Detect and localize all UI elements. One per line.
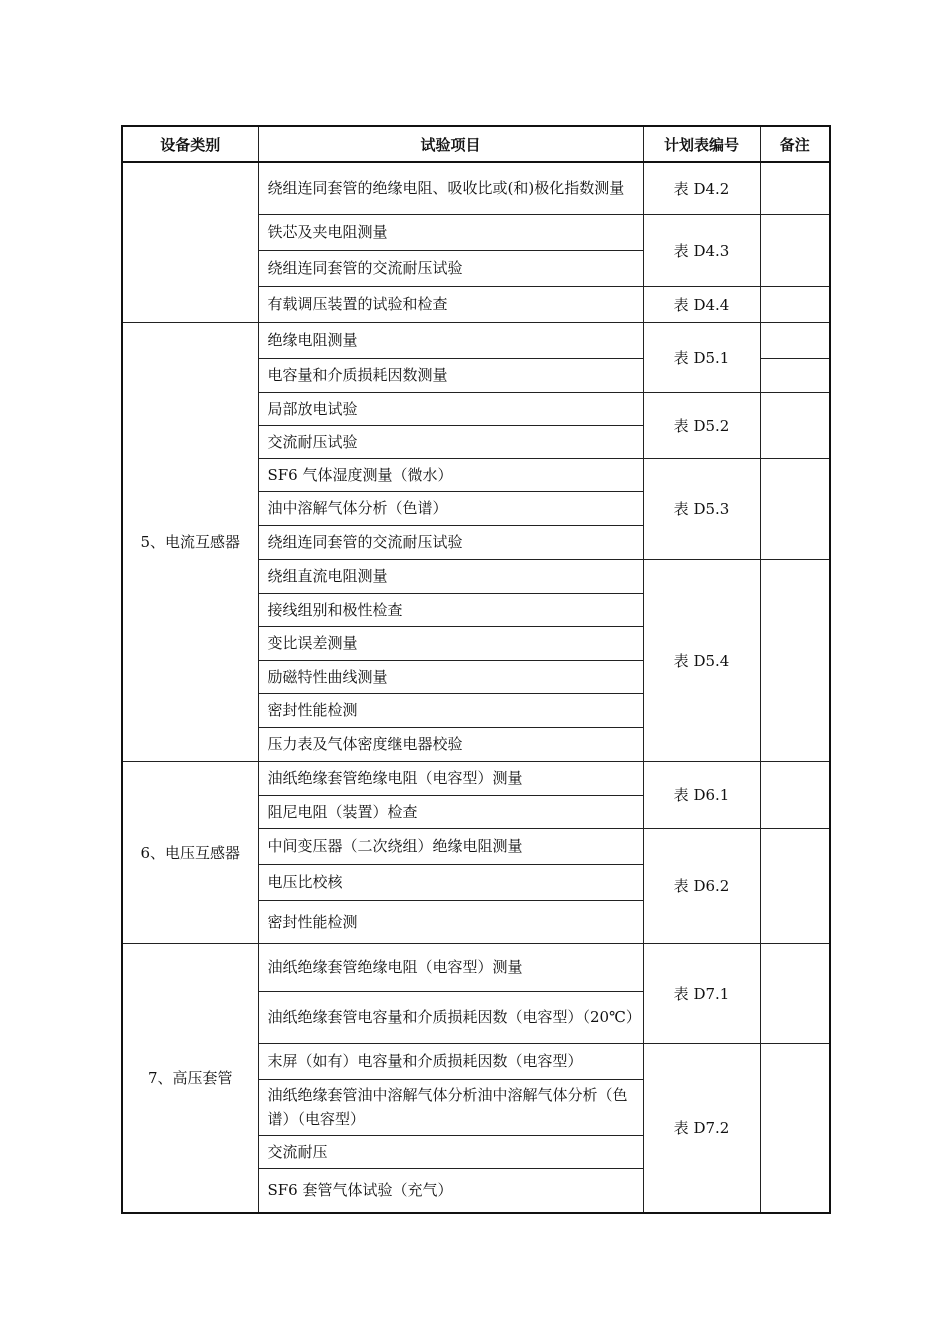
note-cell <box>760 1043 830 1213</box>
header-category: 设备类别 <box>122 126 258 162</box>
note-cell <box>760 458 830 559</box>
test-item-cell: SF6 套管气体试验（充气） <box>258 1168 643 1213</box>
test-item-cell: 有载调压装置的试验和检查 <box>258 286 643 322</box>
category-cell: 7、高压套管 <box>122 943 258 1213</box>
plan-code-cell: 表 D5.2 <box>643 392 760 458</box>
test-plan-table <box>121 125 831 1214</box>
note-cell <box>760 943 830 1043</box>
category-cell <box>122 162 258 322</box>
plan-code-cell: 表 D7.1 <box>643 943 760 1043</box>
plan-code-cell: 表 D6.1 <box>643 761 760 828</box>
table-row <box>122 162 830 214</box>
header-code: 计划表编号 <box>643 126 760 162</box>
table-row <box>122 943 830 991</box>
test-item-cell: 电容量和介质损耗因数测量 <box>258 358 643 392</box>
test-item-cell: SF6 气体湿度测量（微水） <box>258 458 643 491</box>
test-item-cell: 绕组直流电阻测量 <box>258 559 643 593</box>
test-item-cell: 绝缘电阻测量 <box>258 322 643 358</box>
table-body <box>122 162 830 1213</box>
plan-code-cell: 表 D6.2 <box>643 828 760 943</box>
header-note: 备注 <box>760 126 830 162</box>
test-item-cell: 交流耐压 <box>258 1135 643 1168</box>
test-item-cell: 局部放电试验 <box>258 392 643 425</box>
test-item-cell: 密封性能检测 <box>258 900 643 943</box>
test-item-cell: 末屏（如有）电容量和介质损耗因数（电容型） <box>258 1043 643 1079</box>
header-row <box>122 126 830 162</box>
test-item-cell: 绕组连同套管的绝缘电阻、吸收比或(和)极化指数测量 <box>258 162 643 214</box>
test-item-cell: 油纸绝缘套管油中溶解气体分析油中溶解气体分析（色谱）（电容型） <box>258 1079 643 1135</box>
note-cell <box>760 358 830 392</box>
category-cell: 5、电流互感器 <box>122 322 258 761</box>
test-item-cell: 电压比校核 <box>258 864 643 900</box>
table-row <box>122 322 830 358</box>
test-item-cell: 压力表及气体密度继电器校验 <box>258 727 643 761</box>
note-cell <box>760 828 830 943</box>
note-cell <box>760 322 830 358</box>
category-cell: 6、电压互感器 <box>122 761 258 943</box>
note-cell <box>760 214 830 286</box>
test-item-cell: 油纸绝缘套管绝缘电阻（电容型）测量 <box>258 761 643 795</box>
test-item-cell: 接线组别和极性检查 <box>258 593 643 626</box>
test-item-cell: 绕组连同套管的交流耐压试验 <box>258 525 643 559</box>
note-cell <box>760 559 830 761</box>
test-item-cell: 中间变压器（二次绕组）绝缘电阻测量 <box>258 828 643 864</box>
test-item-cell: 油纸绝缘套管电容量和介质损耗因数（电容型）（20℃） <box>258 991 643 1043</box>
test-item-cell: 阻尼电阻（装置）检查 <box>258 795 643 828</box>
plan-code-cell: 表 D4.4 <box>643 286 760 322</box>
plan-code-cell: 表 D4.2 <box>643 162 760 214</box>
test-item-cell: 油纸绝缘套管绝缘电阻（电容型）测量 <box>258 943 643 991</box>
test-item-cell: 密封性能检测 <box>258 693 643 727</box>
test-item-cell: 变比误差测量 <box>258 626 643 660</box>
test-item-cell: 铁芯及夹电阻测量 <box>258 214 643 250</box>
note-cell <box>760 761 830 828</box>
note-cell <box>760 286 830 322</box>
header-item: 试验项目 <box>258 126 643 162</box>
plan-code-cell: 表 D5.3 <box>643 458 760 559</box>
note-cell <box>760 162 830 214</box>
test-item-cell: 交流耐压试验 <box>258 425 643 458</box>
note-cell <box>760 392 830 458</box>
plan-code-cell: 表 D4.3 <box>643 214 760 286</box>
plan-code-cell: 表 D5.1 <box>643 322 760 392</box>
plan-code-cell: 表 D5.4 <box>643 559 760 761</box>
plan-code-cell: 表 D7.2 <box>643 1043 760 1213</box>
test-item-cell: 油中溶解气体分析（色谱） <box>258 491 643 525</box>
table-row <box>122 761 830 795</box>
test-item-cell: 励磁特性曲线测量 <box>258 660 643 693</box>
test-item-cell: 绕组连同套管的交流耐压试验 <box>258 250 643 286</box>
